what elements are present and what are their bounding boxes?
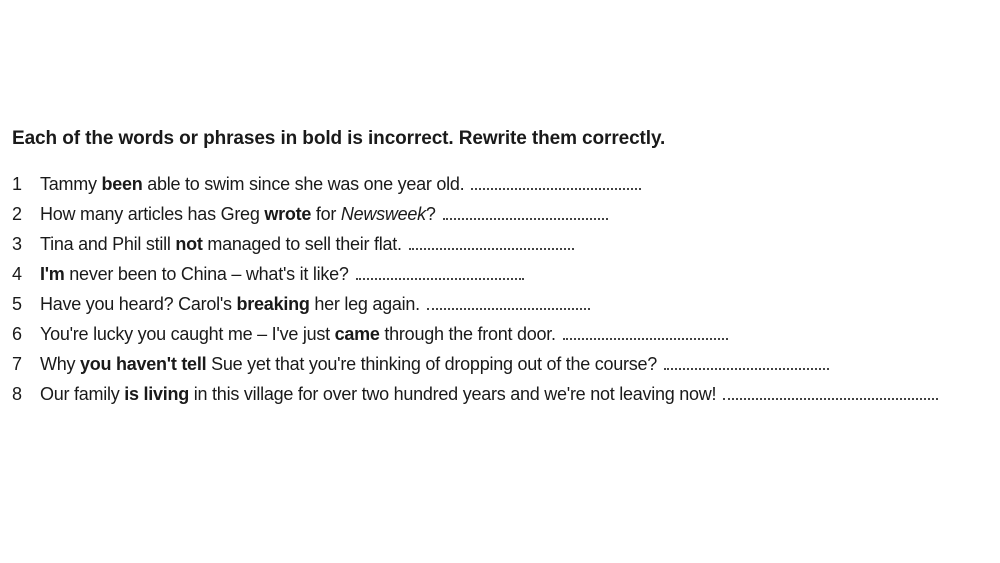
exercise-item: [12, 324, 996, 354]
sentence-text: through the front door.: [379, 324, 556, 344]
exercise-item: [12, 204, 996, 234]
sentence-text: managed to sell their flat.: [202, 234, 402, 254]
sentence-text: her leg again.: [309, 294, 420, 314]
sentence-text: able to swim since she was one year old.: [142, 174, 465, 194]
item-number: 4: [12, 264, 22, 284]
item-sentence: [40, 174, 464, 195]
item-sentence: [40, 354, 657, 375]
incorrect-phrase: breaking: [236, 294, 310, 314]
sentence-text: Why: [40, 354, 81, 374]
sentence-text: ?: [425, 204, 436, 224]
exercise-item: [12, 264, 996, 294]
item-number: 3: [12, 234, 22, 254]
answer-blank[interactable]: [664, 366, 829, 370]
sentence-text: never been to China – what's it like?: [64, 264, 349, 284]
answer-blank[interactable]: [443, 216, 608, 220]
item-sentence: [40, 234, 402, 255]
answer-blank[interactable]: [723, 396, 938, 400]
exercise-worksheet: [12, 126, 996, 414]
item-number: 6: [12, 324, 22, 344]
answer-blank[interactable]: [427, 306, 590, 310]
sentence-text: Our family: [40, 384, 125, 404]
sentence-text: in this village for over two hundred years and we're not leaving now!: [189, 384, 717, 404]
exercise-instruction: Each of the words or phrases in bold is incorrect. Rewrite them correctly.: [12, 128, 666, 149]
item-number: 8: [12, 384, 22, 404]
answer-blank[interactable]: [356, 276, 524, 280]
sentence-text: You're lucky you caught me – I've just: [40, 324, 335, 344]
incorrect-phrase: you haven't tell: [80, 354, 207, 374]
sentence-text: Sue yet that you're thinking of dropping out of the course?: [206, 354, 658, 374]
item-sentence: [40, 264, 349, 285]
answer-blank[interactable]: [563, 336, 728, 340]
incorrect-phrase: been: [101, 174, 143, 194]
sentence-text: How many articles has Greg: [40, 204, 265, 224]
sentence-text: Tammy: [40, 174, 102, 194]
exercise-list: [12, 174, 996, 414]
item-sentence: [40, 204, 436, 225]
sentence-text: Tina and Phil still: [40, 234, 176, 254]
incorrect-phrase: not: [175, 234, 203, 254]
item-number: 1: [12, 174, 22, 194]
exercise-item: [12, 294, 996, 324]
exercise-item: [12, 354, 996, 384]
exercise-item: [12, 234, 996, 264]
exercise-item: [12, 384, 996, 414]
sentence-text: Have you heard? Carol's: [40, 294, 237, 314]
item-number: 2: [12, 204, 22, 224]
incorrect-phrase: wrote: [264, 204, 312, 224]
incorrect-phrase: is living: [124, 384, 190, 404]
italic-title: Newsweek: [340, 204, 426, 224]
item-sentence: [40, 294, 420, 315]
item-number: 5: [12, 294, 22, 314]
exercise-item: [12, 174, 996, 204]
answer-blank[interactable]: [471, 186, 641, 190]
item-number: 7: [12, 354, 22, 374]
incorrect-phrase: I'm: [40, 264, 65, 284]
sentence-text: for: [311, 204, 341, 224]
item-sentence: [40, 324, 556, 345]
answer-blank[interactable]: [409, 246, 574, 250]
incorrect-phrase: came: [334, 324, 380, 344]
item-sentence: [40, 384, 716, 405]
